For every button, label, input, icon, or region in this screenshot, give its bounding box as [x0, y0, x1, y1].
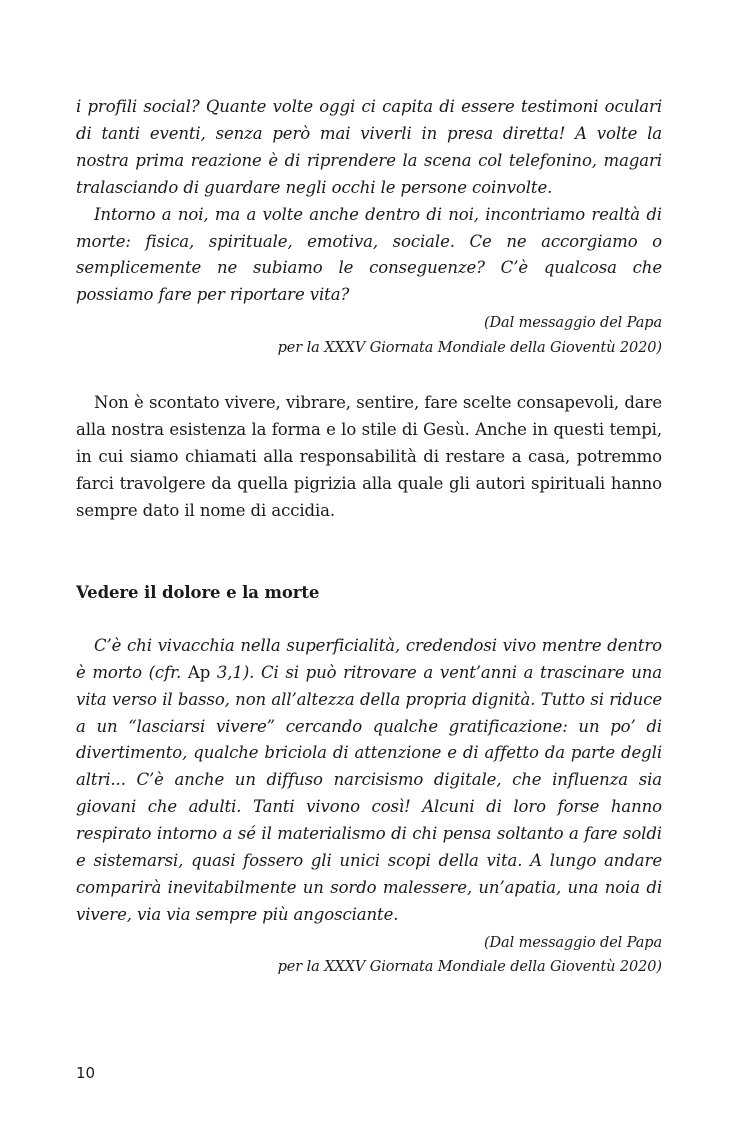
quote1-paragraph-2: Intorno a noi, ma a volte anche dentro di noi, incontriamo realtà di morte: fisica, spirituale, emotiva, sociale. Ce ne accorgiamo o semplicemente ne subiamo le conseguenze? C’è qualcosa che possiamo fare per riportare vita?: [76, 204, 662, 305]
quote2-ref-book: Ap: [187, 662, 211, 682]
quote1-citation: [76, 311, 662, 360]
section-heading: Vedere il dolore e la morte: [76, 582, 320, 602]
quote-block-1: [76, 94, 662, 309]
quote2-citation-line-1: (Dal messaggio del Papa: [483, 934, 662, 951]
quote2-citation: [76, 931, 662, 980]
quote1-citation-line-1: (Dal messaggio del Papa: [483, 315, 662, 332]
quote2-text-before-ref: C’è chi vivacchia nella superficialità, credendosi vivo mentre dentro è morto (cfr.: [76, 635, 662, 682]
quote2-text-after-ref: 3,1). Ci si può ritrovare a vent’anni a trascinare una vita verso il basso, non all’altezza della propria dignità. Tutto si riduce a un “lasciarsi vivere” cercando qualche gratificazione: un po’ di divertimento, qualche briciola di attenzione e di affetto da parte degli altri... C’è anche un diffuso narcisismo digitale, che influenza sia giovani che adulti. Tanti vivono così! Alcuni di loro forse hanno respirato intorno a sé il materialismo di chi pensa soltanto a fare soldi e sistemarsi, quasi fossero gli unici scopi della vita. A lungo andare comparirà inevitabilmente un sordo malessere, un’apatia, una noia di vivere, via via sempre più angosciante.: [76, 662, 662, 924]
page-content: [76, 94, 662, 980]
quote2-citation-line-2: per la XXXV Giornata Mondiale della Gioventù 2020): [277, 959, 662, 976]
quote1-paragraph-1: i profili social? Quante volte oggi ci capita di essere testimoni oculari di tanti eventi, senza però mai viverli in presa diretta! A volte la nostra prima reazione è di riprendere la scena col telefonino, magari tralasciando di guardare negli occhi le persone coinvolte.: [76, 97, 662, 197]
quote1-citation-line-2: per la XXXV Giornata Mondiale della Gioventù 2020): [277, 339, 662, 356]
page-number: 10: [76, 1064, 96, 1082]
body-paragraph: Non è scontato vivere, vibrare, sentire, fare scelte consapevoli, dare alla nostra esistenza la forma e lo stile di Gesù. Anche in questi tempi, in cui siamo chiamati alla responsabilità di restare a casa, potremmo farci travolgere da quella pigrizia alla quale gli autori spirituali hanno sempre dato il nome di accidia.: [76, 393, 662, 520]
quote-block-2: [76, 633, 662, 929]
quote2-paragraph: [76, 633, 662, 929]
